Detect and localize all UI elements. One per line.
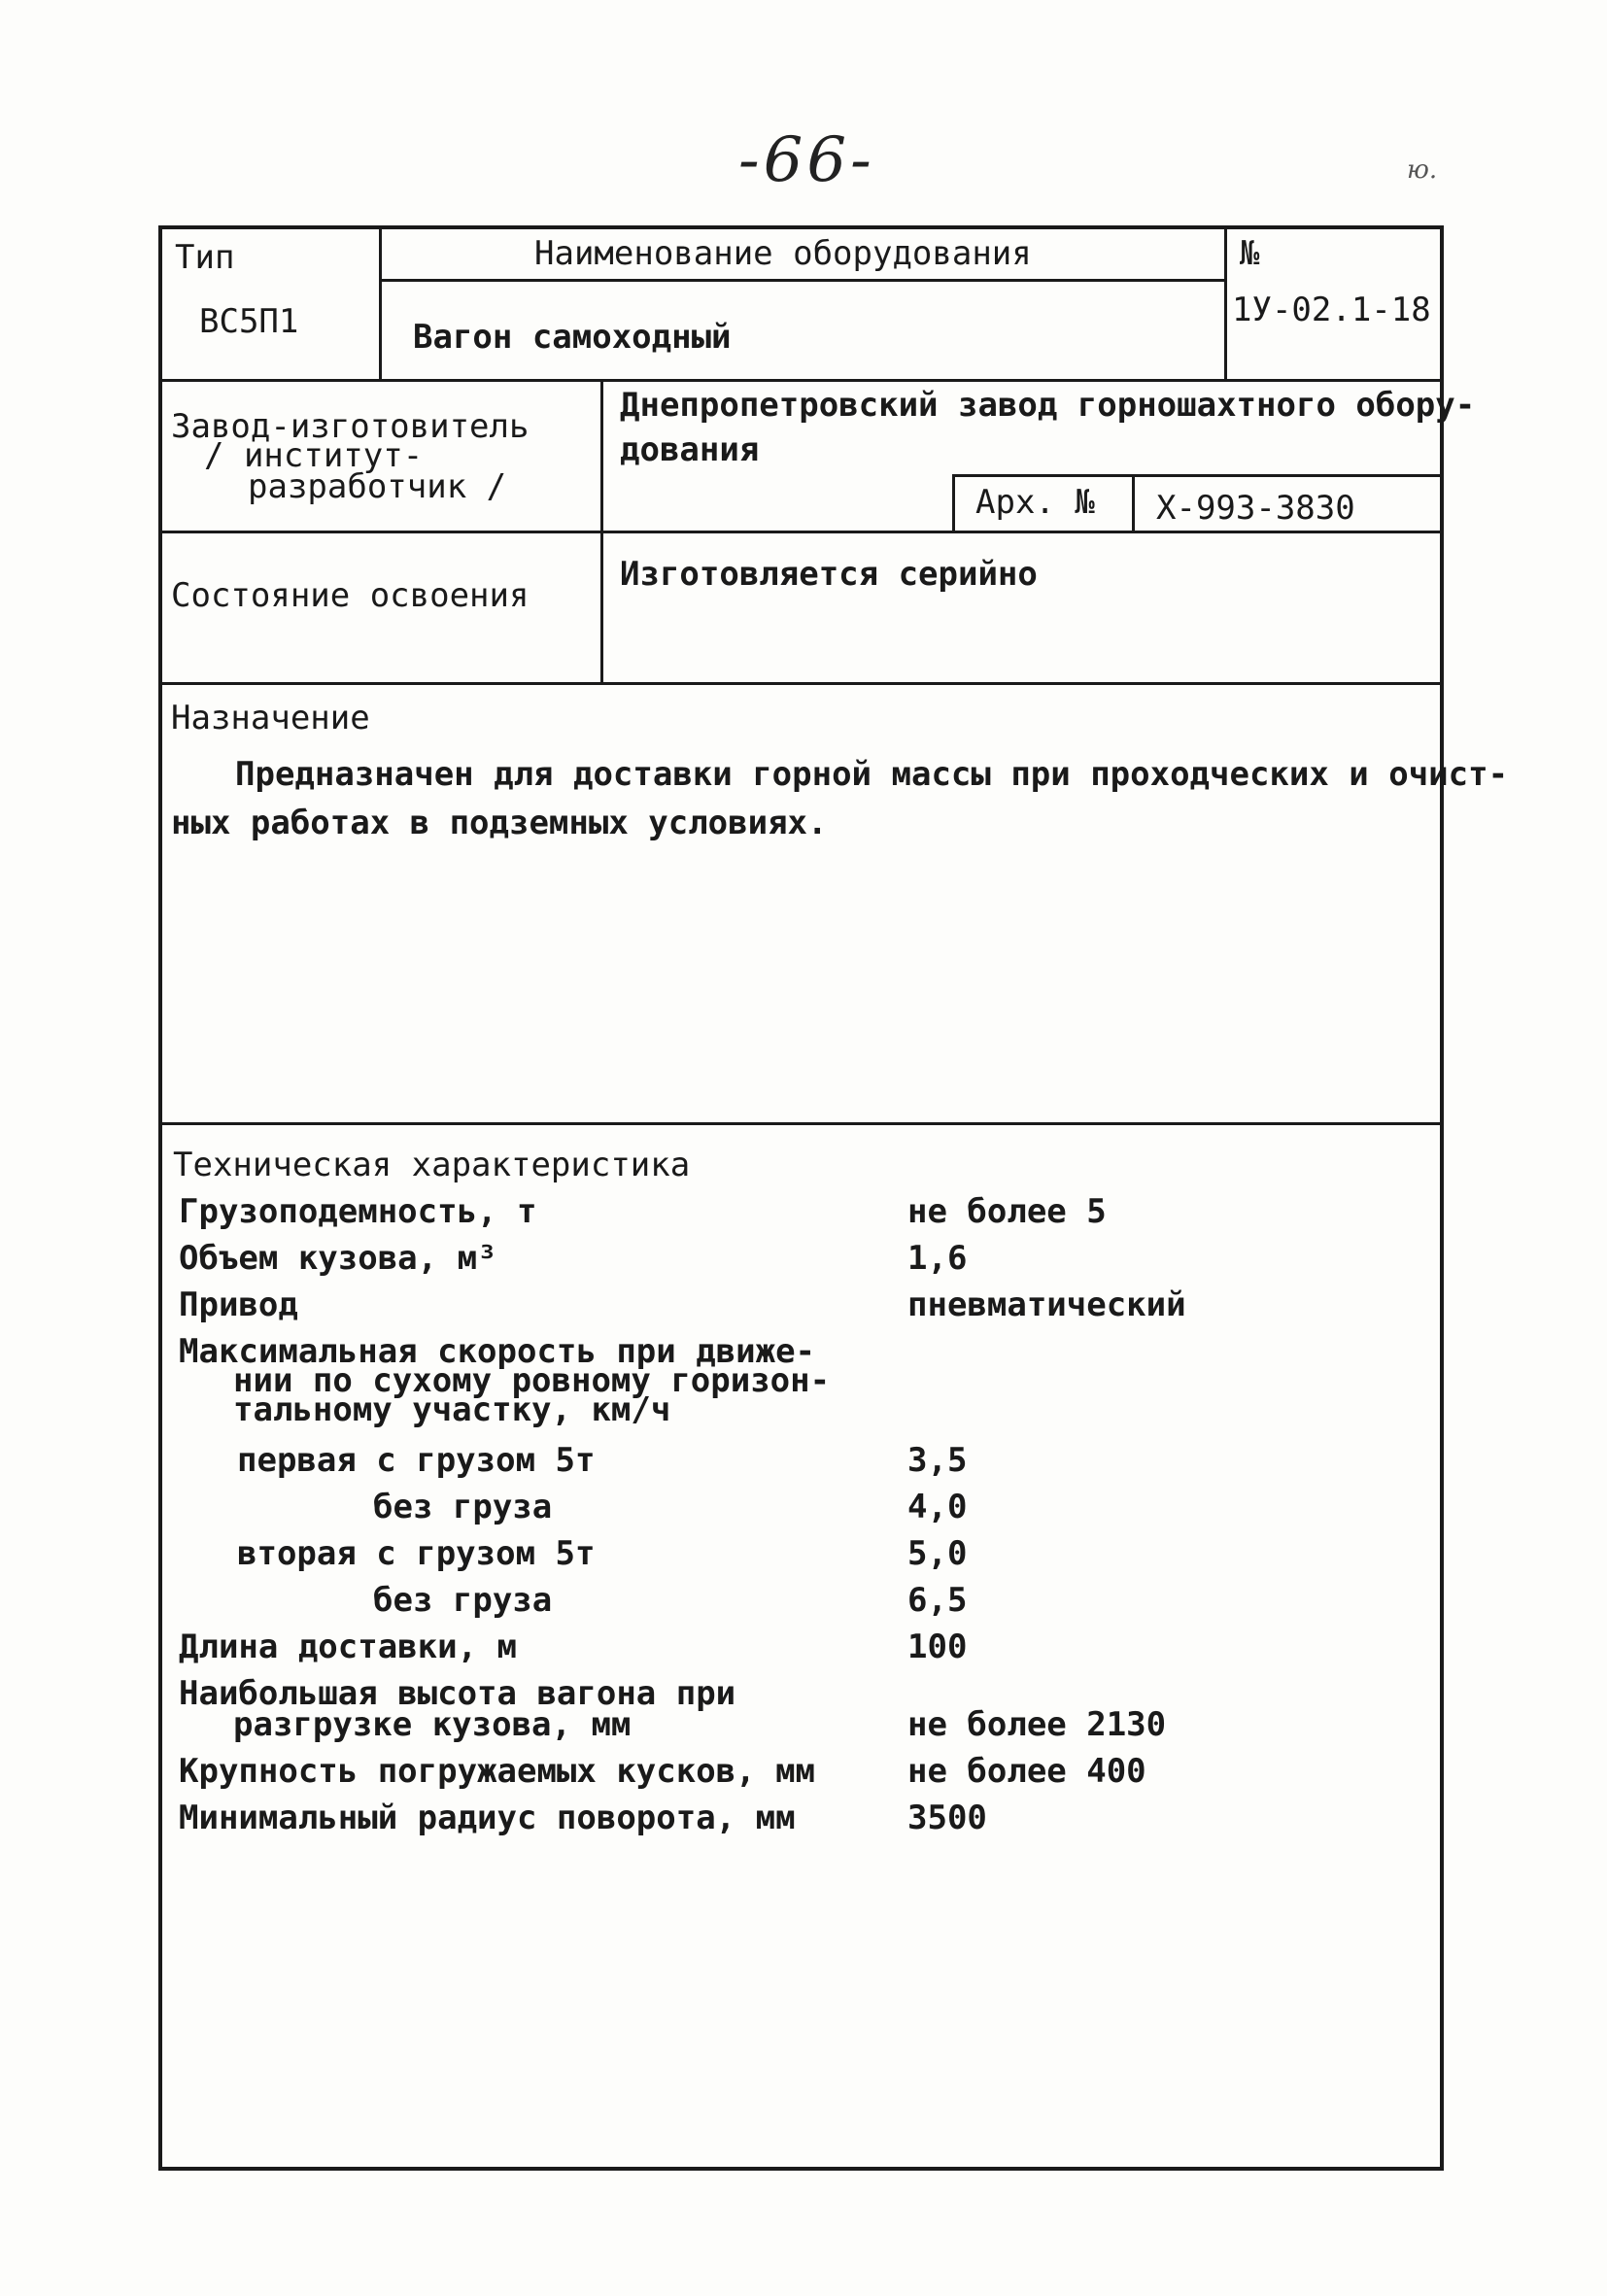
spec-label: Минимальный радиус поворота, мм	[179, 1799, 796, 1837]
archive-number: Х-993-3830	[1156, 489, 1355, 528]
spec-value: не более 5	[907, 1192, 1107, 1231]
spec-label: Длина доставки, м	[179, 1628, 517, 1666]
spec-value: не более 400	[907, 1752, 1146, 1791]
divider	[1132, 474, 1135, 531]
status-value: Изготовляется серийно	[620, 555, 1038, 594]
type-label: Тип	[175, 238, 235, 277]
manufacturer-label: Завод-изготовитель	[171, 407, 530, 446]
spec-label: без груза	[373, 1581, 553, 1620]
spec-value: 6,5	[907, 1581, 968, 1620]
purpose-label: Назначение	[171, 699, 370, 737]
equipment-name-label: Наименование оборудования	[534, 234, 1032, 273]
divider	[379, 227, 382, 381]
purpose-text: Предназначен для доставки горной массы при проходческих и очист-	[235, 755, 1509, 794]
divider	[160, 531, 1442, 533]
spec-value: не более 2130	[907, 1705, 1167, 1744]
manufacturer-label: / институт-	[204, 436, 424, 475]
divider	[160, 1122, 1442, 1125]
spec-value: пневматический	[907, 1285, 1186, 1324]
spec-value: 5,0	[907, 1534, 968, 1573]
number-value: 1У-02.1-18	[1232, 291, 1431, 329]
number-label: №	[1240, 234, 1260, 273]
spec-value: 100	[907, 1628, 968, 1666]
spec-value: 3500	[907, 1799, 987, 1837]
spec-value: 3,5	[907, 1441, 968, 1480]
manufacturer-label: разработчик /	[248, 467, 507, 506]
manufacturer-value: дования	[620, 430, 760, 469]
spec-label: Привод	[179, 1285, 298, 1324]
divider	[952, 474, 1442, 477]
equipment-name-value: Вагон самоходный	[413, 318, 732, 357]
divider	[160, 682, 1442, 685]
manufacturer-value: Днепропетровский завод горношахтного обору-	[620, 386, 1476, 425]
spec-label: без груза	[373, 1488, 553, 1526]
spec-label: разгрузке кузова, мм	[233, 1705, 632, 1744]
spec-label: первая с грузом 5т	[237, 1441, 596, 1480]
spec-label: Объем кузова, м³	[179, 1239, 497, 1278]
divider	[379, 279, 1226, 282]
spec-label: Крупность погружаемых кусков, мм	[179, 1752, 816, 1791]
status-label: Состояние освоения	[171, 576, 530, 615]
spec-label: Наибольшая высота вагона при	[179, 1674, 736, 1713]
spec-value: 1,6	[907, 1239, 968, 1278]
type-value: ВС5П1	[199, 302, 299, 341]
divider	[1224, 227, 1227, 381]
spec-label: Грузоподемность, т	[179, 1192, 537, 1231]
divider	[160, 379, 1442, 382]
divider	[952, 474, 955, 531]
corner-mark: ю.	[1407, 155, 1438, 185]
purpose-text: ных работах в подземных условиях.	[171, 804, 828, 842]
spec-label: Максимальная скорость при движе-	[179, 1332, 816, 1371]
specs-title: Техническая характеристика	[173, 1146, 691, 1184]
spec-value: 4,0	[907, 1488, 968, 1526]
spec-label: тальному участку, км/ч	[233, 1390, 671, 1429]
page-number: -66-	[738, 124, 875, 196]
spec-label: нии по сухому ровному горизон-	[233, 1361, 831, 1400]
spec-label: вторая с грузом 5т	[237, 1534, 596, 1573]
archive-label: Арх. №	[975, 483, 1095, 522]
